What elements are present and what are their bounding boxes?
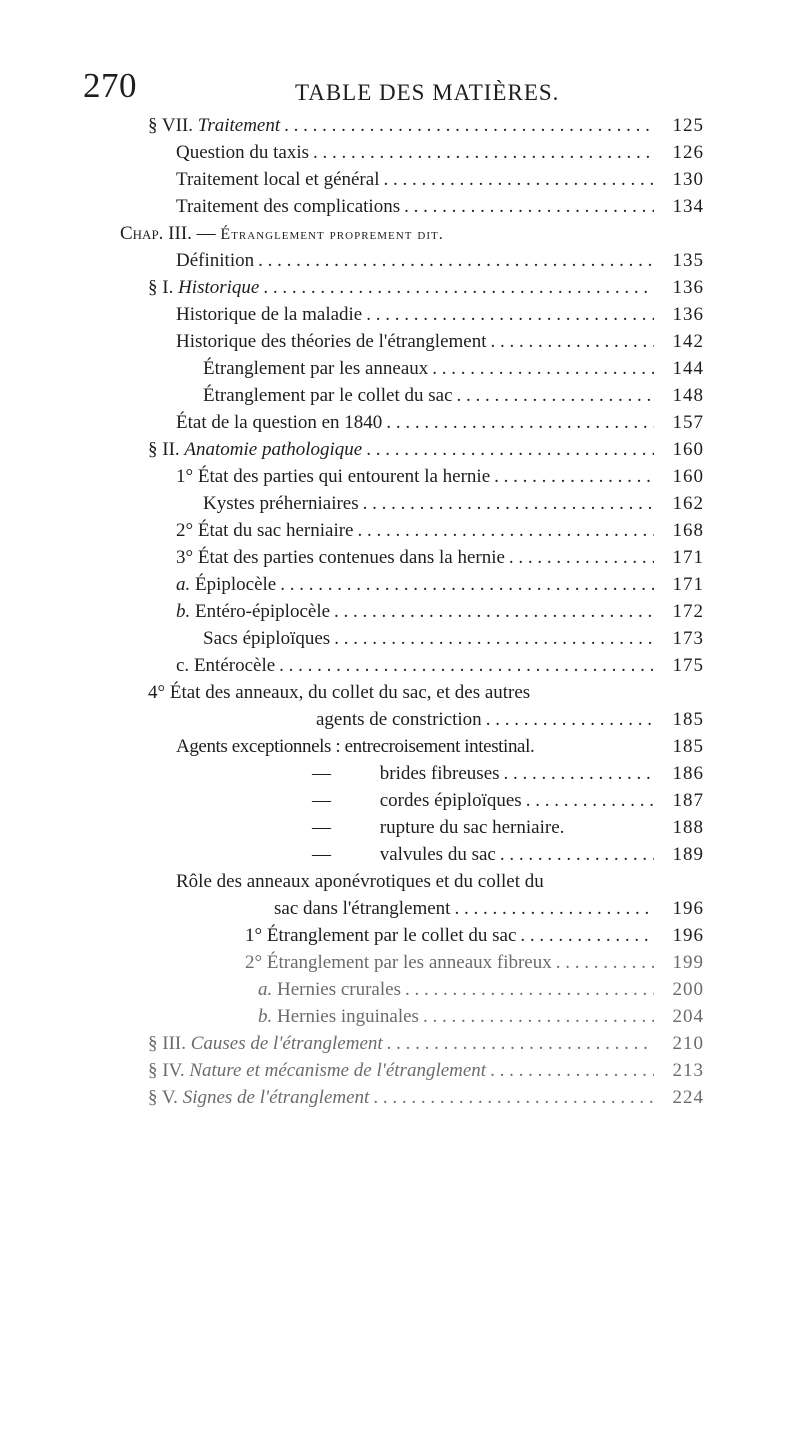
toc-page: 172: [672, 601, 704, 622]
toc-prefix: § II.: [148, 439, 185, 460]
toc-entry-section-i: [148, 277, 704, 305]
toc-title: cordes épiploïques: [379, 790, 522, 811]
leader-dots: [362, 439, 654, 461]
leader-dots: [516, 925, 654, 947]
toc-page: 162: [672, 493, 704, 514]
leader-dots: [383, 1033, 654, 1055]
toc-entry: [203, 493, 704, 521]
toc-entry: [203, 628, 704, 656]
leader-dots: [490, 466, 654, 488]
toc-title: Nature et mécanisme de l'étranglement: [189, 1060, 487, 1081]
toc-page: 175: [672, 655, 704, 676]
toc-page: 136: [672, 304, 704, 325]
toc-page: 187: [672, 790, 704, 811]
leader-dots: [254, 250, 654, 272]
leader-dots: [309, 142, 654, 164]
toc-entry: [176, 169, 704, 197]
toc-title: Signes de l'étranglement: [182, 1087, 370, 1108]
toc-page: 148: [672, 385, 704, 406]
toc-page: 185: [672, 709, 704, 730]
toc-page: 160: [672, 439, 704, 460]
toc-entry-section-iv: [148, 1060, 704, 1088]
toc-prefix: 2°: [245, 952, 267, 973]
toc-prefix: —: [312, 844, 336, 865]
toc-prefix: § I.: [148, 277, 179, 298]
toc-page: 213: [672, 1060, 704, 1081]
toc-entry: [312, 844, 704, 872]
toc-prefix: 1°: [176, 466, 198, 487]
toc-page: 186: [672, 763, 704, 784]
toc-entry: [203, 385, 704, 413]
toc-page: 125: [672, 115, 704, 136]
page-number: 270: [83, 66, 137, 105]
toc-prefix: 2°: [176, 520, 198, 541]
toc-chapter-heading: [120, 223, 704, 251]
toc-entry: [258, 979, 704, 1007]
toc-entry: [176, 547, 704, 575]
leader-dots: [486, 1060, 654, 1082]
toc-title: État des parties contenues dans la hernie: [197, 547, 505, 568]
toc-entry-section-v: [148, 1087, 704, 1115]
toc-title: valvules du sac: [379, 844, 496, 865]
leader-dots: [362, 304, 654, 326]
toc-entry: [176, 871, 704, 899]
leader-dots: [382, 412, 654, 434]
toc-entry: [176, 736, 704, 764]
toc-title: rupture du sac herniaire.: [379, 817, 565, 838]
toc-entry-section-ii: [148, 439, 704, 467]
leader-dots: [500, 763, 654, 785]
toc-page: 196: [672, 898, 704, 919]
leader-dots: [522, 790, 654, 812]
toc-page: 204: [672, 1006, 704, 1027]
toc-prefix: c.: [176, 655, 194, 676]
toc-title: sac dans l'étranglement: [274, 898, 451, 919]
toc-title: État du sac herniaire: [197, 520, 354, 541]
toc-title: Historique: [178, 277, 260, 298]
leader-dots: [330, 628, 654, 650]
toc-title: Étranglement par les anneaux: [203, 358, 429, 379]
toc-title: Causes de l'étranglement: [190, 1033, 383, 1054]
toc-title: Entérocèle: [193, 655, 276, 676]
toc-prefix: —: [312, 763, 336, 784]
leader-dots: [379, 169, 654, 191]
toc-prefix: —: [312, 790, 336, 811]
toc-prefix: § VII.: [148, 115, 198, 136]
toc-entry: [245, 925, 704, 953]
toc-prefix: —: [312, 817, 336, 838]
toc-title: Historique des théories de l'étranglement: [176, 331, 487, 352]
toc-title: État de la question en 1840: [176, 412, 383, 433]
leader-dots: [552, 952, 654, 974]
toc-prefix: § IV.: [148, 1060, 190, 1081]
toc-entry: [176, 466, 704, 494]
toc-title: agents de constriction: [316, 709, 482, 730]
leader-dots: [482, 709, 654, 731]
toc-title: Traitement local et général: [176, 169, 380, 190]
toc-title: Traitement: [197, 115, 281, 136]
toc-entry: [312, 790, 704, 818]
toc-prefix: § III.: [148, 1033, 191, 1054]
toc-page: 171: [672, 574, 704, 595]
toc-page: 189: [672, 844, 704, 865]
toc-title: Rôle des anneaux aponévrotiques et du collet du: [176, 871, 544, 892]
toc-entry: [176, 250, 704, 278]
toc-prefix: a.: [176, 574, 195, 595]
toc-entry: [316, 709, 704, 737]
toc-page: 135: [672, 250, 704, 271]
toc-page: 160: [672, 466, 704, 487]
toc-page: 134: [672, 196, 704, 217]
toc-page: 173: [672, 628, 704, 649]
leader-dots: [401, 979, 654, 1001]
toc-prefix: b.: [258, 1006, 277, 1027]
toc-page: 142: [672, 331, 704, 352]
toc-title: brides fibreuses: [379, 763, 500, 784]
toc-prefix: 3°: [176, 547, 198, 568]
toc-entry: [176, 142, 704, 170]
toc-title: État des anneaux, du collet du sac, et des autres: [169, 682, 531, 703]
toc-entry: [148, 682, 704, 710]
toc-title: Agents exceptionnels : entrecroisement intestinal.: [176, 736, 535, 757]
toc-prefix: 1°: [245, 925, 267, 946]
toc-entry-section-iii: [148, 1033, 704, 1061]
chapter-label: Chap. III. —: [120, 223, 221, 244]
leader-dots: [453, 385, 654, 407]
toc-entry: [274, 898, 704, 926]
leader-dots: [400, 196, 654, 218]
leader-dots: [450, 898, 654, 920]
toc-entry: [312, 763, 704, 791]
toc-title: Historique de la maladie: [176, 304, 363, 325]
toc-entry: [176, 331, 704, 359]
leader-dots: [428, 358, 654, 380]
toc-entry: [176, 304, 704, 332]
toc-page: 188: [672, 817, 704, 838]
toc-entry: [176, 655, 704, 683]
toc-page: 157: [672, 412, 704, 433]
chapter-title: Étranglement proprement dit.: [220, 226, 444, 243]
toc-page: 144: [672, 358, 704, 379]
leader-dots: [330, 601, 654, 623]
toc-prefix: § V.: [148, 1087, 183, 1108]
toc-page: 171: [672, 547, 704, 568]
toc-page: 185: [672, 736, 704, 757]
toc-page: 130: [672, 169, 704, 190]
toc-entry: [203, 358, 704, 386]
toc-title: État des parties qui entourent la hernie: [197, 466, 491, 487]
toc-page: 224: [672, 1087, 704, 1108]
toc-title: Kystes préherniaires: [203, 493, 359, 514]
toc-entry: [245, 952, 704, 980]
toc-entry: [176, 574, 704, 602]
toc-entry: [258, 1006, 704, 1034]
toc-title: Étranglement par le collet du sac: [266, 925, 517, 946]
toc-entry-section-vii: [148, 115, 704, 143]
toc-title: Hernies crurales: [277, 979, 401, 1000]
toc-page: 136: [672, 277, 704, 298]
leader-dots: [419, 1006, 654, 1028]
leader-dots: [276, 574, 654, 596]
toc-entry: [176, 412, 704, 440]
leader-dots: [369, 1087, 654, 1109]
running-head: TABLE DES MATIÈRES.: [295, 80, 560, 105]
toc-page: 168: [672, 520, 704, 541]
toc-prefix: b.: [176, 601, 195, 622]
toc-title: Anatomie pathologique: [184, 439, 363, 460]
toc-title: Traitement des complications: [176, 196, 401, 217]
toc-title: Entéro-épiplocèle: [195, 601, 331, 622]
toc-prefix: a.: [258, 979, 277, 1000]
toc-title: Hernies inguinales: [277, 1006, 419, 1027]
toc-page: 199: [672, 952, 704, 973]
toc-entry: [176, 196, 704, 224]
toc-title: Sacs épiploïques: [203, 628, 331, 649]
toc-title: Épiplocèle: [195, 574, 277, 595]
leader-dots: [487, 331, 655, 353]
toc-entry: [176, 601, 704, 629]
toc-prefix: 4°: [148, 682, 170, 703]
toc-page: 196: [672, 925, 704, 946]
leader-dots: [280, 115, 654, 137]
toc-title: Étranglement par les anneaux fibreux: [266, 952, 552, 973]
toc-title: Étranglement par le collet du sac: [203, 385, 453, 406]
toc-page: 210: [672, 1033, 704, 1054]
leader-dots: [259, 277, 654, 299]
toc-entry: [176, 520, 704, 548]
leader-dots: [359, 493, 654, 515]
leader-dots: [505, 547, 654, 569]
toc-page: 126: [672, 142, 704, 163]
toc-title: Question du taxis: [176, 142, 309, 163]
toc-entry: [312, 817, 704, 845]
leader-dots: [353, 520, 654, 542]
leader-dots: [496, 844, 654, 866]
toc-page: 200: [672, 979, 704, 1000]
leader-dots: [275, 655, 654, 677]
toc-title: Définition: [176, 250, 255, 271]
